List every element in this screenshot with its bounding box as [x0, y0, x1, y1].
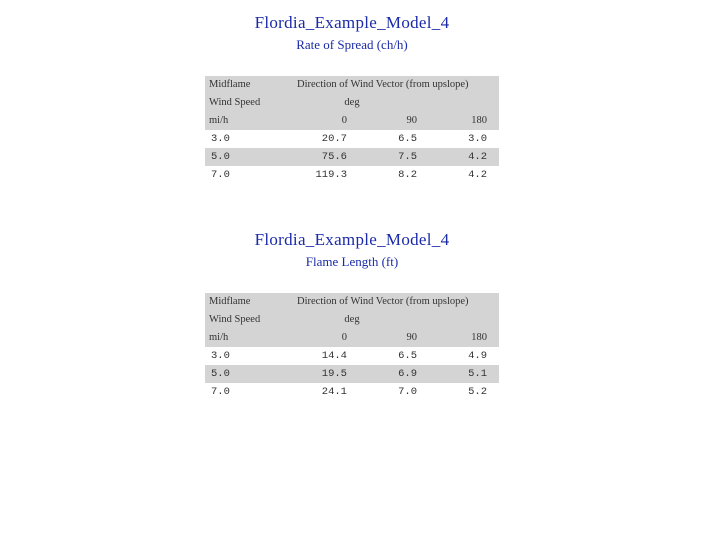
column-unit-label: deg	[344, 97, 360, 108]
value-cell: 6.9	[398, 368, 417, 380]
row-label-midflame: Midflame	[209, 79, 251, 90]
value-cell: 4.2	[468, 169, 487, 181]
header-row-2	[205, 311, 499, 329]
value-cell: 4.9	[468, 350, 487, 362]
wind-speed-cell: 7.0	[211, 169, 230, 181]
value-cell: 4.2	[468, 151, 487, 163]
header-row-3	[205, 329, 499, 347]
column-header-90: 90	[406, 115, 417, 126]
column-header-0: 0	[341, 115, 347, 126]
table-row	[205, 148, 499, 166]
value-cell: 20.7	[321, 133, 347, 145]
table-row	[205, 383, 499, 401]
row-label-wind-speed: Wind Speed	[209, 314, 261, 325]
table-2-title: Flordia_Example_Model_4	[254, 230, 450, 249]
row-label-wind-speed: Wind Speed	[209, 97, 261, 108]
wind-speed-cell: 7.0	[211, 386, 230, 398]
wind-speed-cell: 5.0	[211, 151, 230, 163]
table-2-subtitle: Flame Length (ft)	[305, 254, 399, 269]
value-cell: 24.1	[321, 386, 347, 398]
value-cell: 6.5	[398, 133, 417, 145]
column-header-180: 180	[471, 115, 487, 126]
row-label-unit: mi/h	[209, 332, 229, 343]
value-cell: 7.5	[398, 151, 417, 163]
table-row	[205, 130, 499, 148]
flame-length-table	[205, 293, 499, 401]
value-cell: 8.2	[398, 169, 417, 181]
table-row	[205, 166, 499, 184]
value-cell: 6.5	[398, 350, 417, 362]
value-cell: 5.1	[468, 368, 487, 380]
column-group-label: Direction of Wind Vector (from upslope)	[297, 79, 469, 90]
wind-speed-cell: 3.0	[211, 350, 230, 362]
table-1-title: Flordia_Example_Model_4	[254, 13, 450, 32]
wind-speed-cell: 3.0	[211, 133, 230, 145]
column-header-180: 180	[471, 332, 487, 343]
column-unit-label: deg	[344, 314, 360, 325]
value-cell: 19.5	[321, 368, 347, 380]
column-group-label: Direction of Wind Vector (from upslope)	[297, 296, 469, 307]
table-row	[205, 347, 499, 365]
value-cell: 75.6	[321, 151, 347, 163]
header-row-2	[205, 94, 499, 112]
column-header-0: 0	[341, 332, 347, 343]
row-label-midflame: Midflame	[209, 296, 251, 307]
table-1-subtitle: Rate of Spread (ch/h)	[296, 37, 408, 52]
table-row	[205, 365, 499, 383]
row-label-unit: mi/h	[209, 115, 229, 126]
value-cell: 14.4	[321, 350, 347, 362]
header-row-1	[205, 293, 499, 311]
value-cell: 119.3	[315, 169, 347, 181]
value-cell: 7.0	[398, 386, 417, 398]
wind-speed-cell: 5.0	[211, 368, 230, 380]
rate-of-spread-table	[205, 76, 499, 184]
header-row-1	[205, 76, 499, 94]
value-cell: 5.2	[468, 386, 487, 398]
column-header-90: 90	[406, 332, 417, 343]
header-row-3	[205, 112, 499, 130]
value-cell: 3.0	[468, 133, 487, 145]
